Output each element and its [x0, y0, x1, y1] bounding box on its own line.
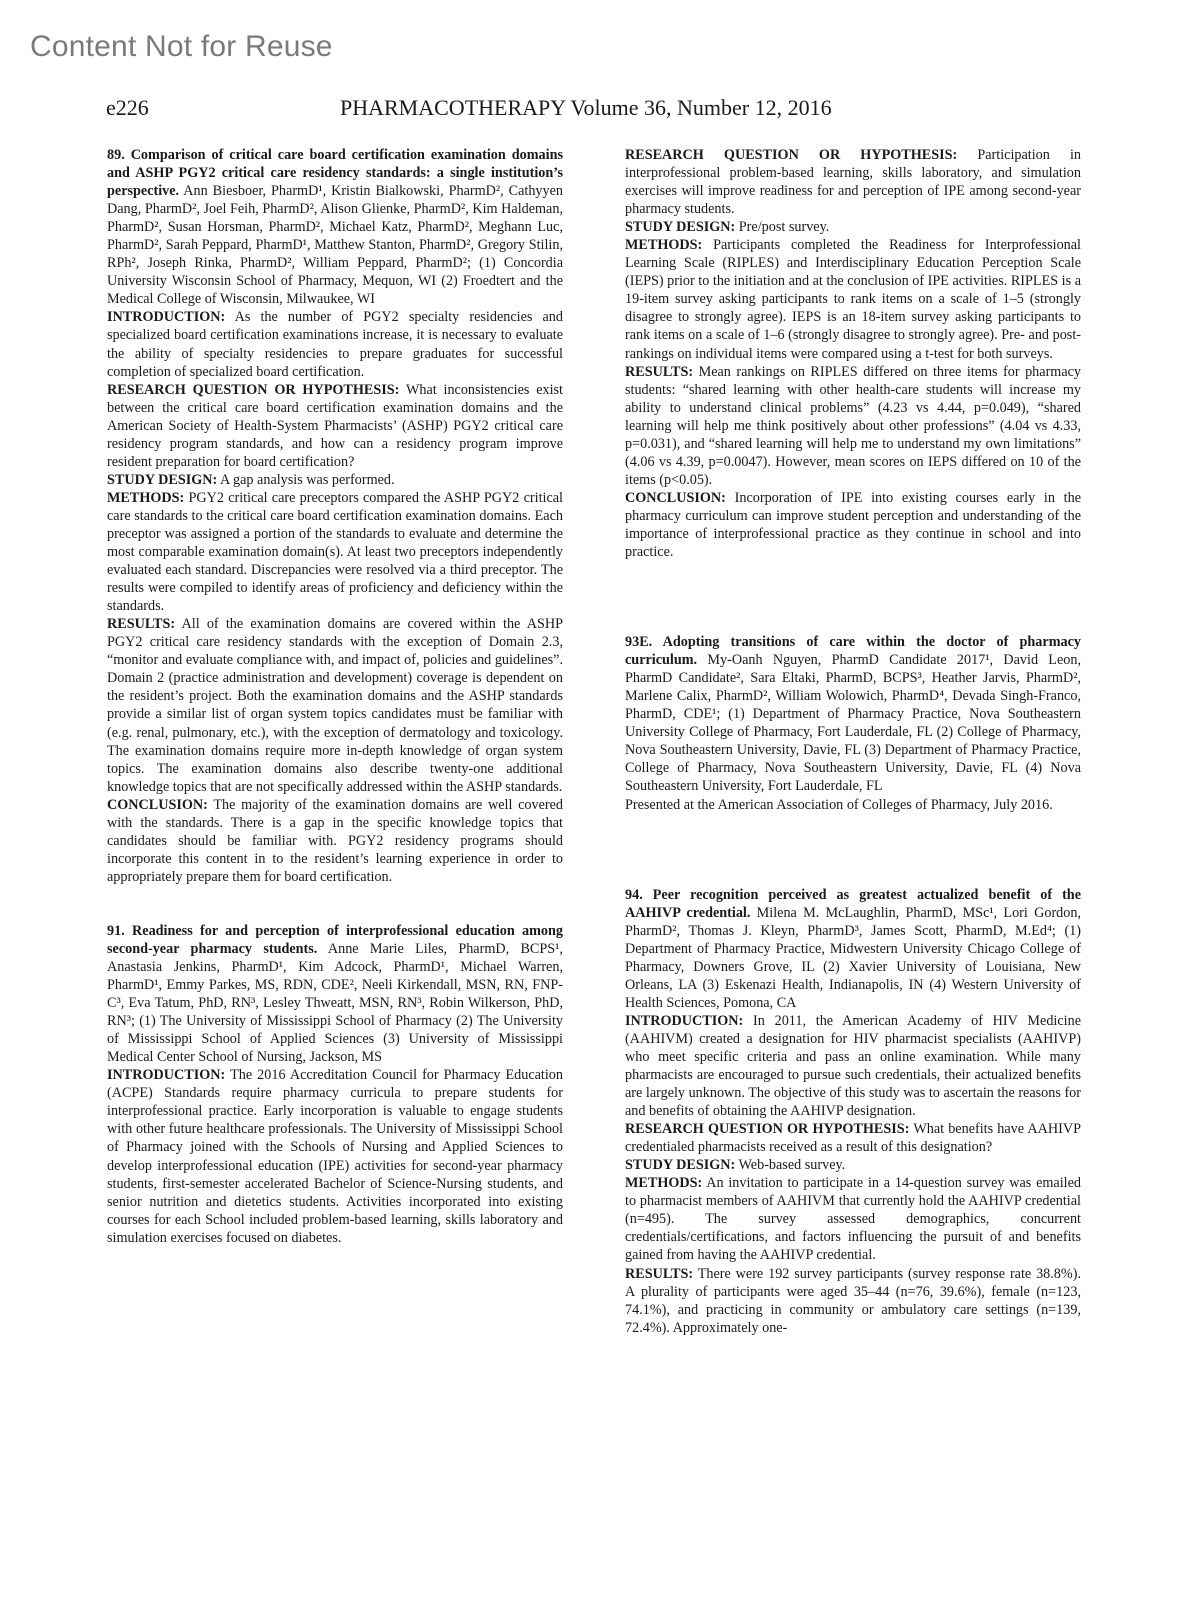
abstract-section	[107, 489, 563, 615]
abstract-presented-note: Presented at the American Association of Colleges of Pharmacy, July 2016.	[625, 796, 1053, 813]
abstract-separator	[625, 814, 1081, 850]
abstract-section	[625, 146, 1081, 218]
section-label: INTRODUCTION:	[625, 1012, 744, 1029]
abstract-section	[625, 236, 1081, 362]
section-label: STUDY DESIGN:	[107, 471, 218, 488]
journal-header: PHARMACOTHERAPY Volume 36, Number 12, 2016	[340, 95, 832, 120]
section-text: What inconsistencies exist between the critical care board certification examination domains and the American Society of Health-System Pharmacists’ (ASHP) PGY2 critical care residency program standards, and how can a residency program improve resident preparation for board certification?	[107, 381, 563, 470]
section-text: There were 192 survey participants (survey response rate 38.8%). A plurality of participants were aged 35–44 (n=76, 39.6%), female (n=123, 74.1%), and practicing in community or ambulatory care settings (n=139, 72.4%). Approximately one-	[625, 1265, 1081, 1336]
watermark: Content Not for Reuse	[30, 30, 333, 63]
section-label: STUDY DESIGN:	[625, 1157, 736, 1174]
abstract-91	[107, 922, 563, 1247]
section-text: Web-based survey.	[738, 1157, 846, 1174]
abstract-section	[625, 1156, 1081, 1174]
abstract-section	[107, 381, 563, 471]
abstract-section	[107, 1066, 563, 1246]
abstract-title: 91. Readiness for and perception of interprofessional education among second-year pharmacy students.	[107, 922, 563, 957]
abstract-section	[107, 796, 563, 886]
section-label: METHODS:	[625, 1175, 703, 1192]
section-label: RESEARCH QUESTION OR HYPOTHESIS:	[625, 147, 958, 163]
abstract-94	[625, 886, 1081, 1337]
abstract-section	[625, 218, 1081, 236]
section-text: A gap analysis was performed.	[220, 471, 395, 488]
abstract-section	[625, 489, 1081, 561]
abstract-authors: Anne Marie Liles, PharmD, BCPS¹, Anastasia Jenkins, PharmD¹, Kim Adcock, PharmD¹, Michael Warren, PharmD¹, Emmy Parkes, MS, RDN, CDE², Neeli Kirkendall, MSN, RN, FNP-C³, Eva Tatum, PhD, RN³, Lesley Thweatt, MSN, RN³, Robin Wilkerson, PhD, RN³; (1) The University of Mississippi School of Pharmacy (2) The University of Mississippi School of Applied Sciences (3) University of Mississippi Medical Center School of Nursing, Jackson, MS	[107, 940, 563, 1066]
abstract-title: 93E. Adopting transitions of care within the doctor of pharmacy curriculum.	[625, 634, 1081, 669]
page-number: e226	[106, 95, 149, 120]
section-label: RESEARCH QUESTION OR HYPOTHESIS:	[107, 381, 400, 398]
section-text: Incorporation of IPE into existing courses early in the pharmacy curriculum can improve student perception and understanding of the importance of interprofessional practice as they continue in school and into practice.	[625, 489, 1081, 561]
section-text: The majority of the examination domains are well covered with the standards. There is a gap in the specific knowledge topics that candidates should be familiar with. PGY2 residency programs should incorporate this content in to the resident’s learning experience in order to appropriately prepare them for board certification.	[107, 796, 563, 885]
abstract-93e-heading	[625, 633, 1081, 795]
abstract-section	[625, 363, 1081, 489]
abstract-section	[625, 1120, 1081, 1156]
abstract-section	[107, 471, 563, 489]
abstract-91-continued	[625, 146, 1081, 561]
section-text: As the number of PGY2 specialty residencies and specialized board certification examinations increase, it is necessary to evaluate the ability of specialty residencies to prepare graduates for successful completion of specialized board certification.	[107, 309, 563, 380]
section-text: PGY2 critical care preceptors compared the ASHP PGY2 critical care standards to the critical care board certification examination domains. Each preceptor was assigned a portion of the standards to evaluate and determine the most comparable examination domain(s). At least two preceptors independently evaluated each standard. Discrepancies were resolved via a third preceptor. The results were compiled to identify areas of proficiency and deficiency within the standards.	[107, 489, 563, 615]
section-text: Mean rankings on RIPLES differed on three items for pharmacy students: “shared learning with other health-care students will increase my ability to understand clinical problems” (4.23 vs 4.44, p=0.049), “shared learning will help me think positively about other professions” (4.04 vs 4.33, p=0.031), and “shared learning will help me to understand my own limitations” (4.06 vs 4.39, p=0.0047). However, mean scores on IEPS differed on 10 of the items (p<0.05).	[625, 363, 1082, 488]
section-label: RESEARCH QUESTION OR HYPOTHESIS:	[625, 1121, 910, 1138]
section-text: In 2011, the American Academy of HIV Medicine (AAHIVM) created a designation for HIV pharmacist specialists (AAHIVP) who meet specific criteria and pass an online examination. While many pharmacists are encouraged to pursue such credentials, their actualized benefits are largely unknown. The objective of this study was to ascertain the reasons for and benefits of obtaining the AAHIVP designation.	[625, 1012, 1081, 1120]
section-label: METHODS:	[625, 237, 703, 254]
section-text: The 2016 Accreditation Council for Pharmacy Education (ACPE) Standards require pharmacy curricula to prepare students for interprofessional practice. Early incorporation is valuable to engage students with other future healthcare professionals. The University of Mississippi School of Pharmacy joined with the Schools of Nursing and Applied Sciences to develop interprofessional education (IPE) activities for second-year pharmacy students, first-semester accelerated Bachelor of Science-Nursing students, and senior nutrition and dietetics students. Activities incorporated into existing courses for each School included problem-based learning, skills laboratory and simulation exercises focused on diabetes.	[107, 1067, 563, 1246]
section-label: INTRODUCTION:	[107, 309, 226, 326]
abstract-section	[107, 615, 563, 795]
abstract-94-heading	[625, 886, 1081, 1012]
abstract-89	[107, 146, 563, 886]
abstract-91-heading	[107, 922, 563, 1066]
section-label: METHODS:	[107, 489, 185, 506]
abstract-separator	[107, 886, 563, 922]
abstract-title: 89. Comparison of critical care board certification examination domains and ASHP PGY2 critical care residency standards: a single institution’s perspective.	[107, 147, 563, 200]
right-column	[625, 146, 1081, 1337]
section-text: Participation in interprofessional problem-based learning, skills laboratory, and simulation exercises will improve readiness for and perception of IPE among second-year pharmacy students.	[625, 147, 1081, 218]
section-label: RESULTS:	[625, 1265, 694, 1282]
abstract-authors: Ann Biesboer, PharmD¹, Kristin Bialkowski, PharmD², Cathyyen Dang, PharmD², Joel Feih, PharmD², Alison Glienke, PharmD², Kim Haldeman, PharmD², Susan Horsman, PharmD², Michael Katz, PharmD², Meghann Luc, PharmD², Sarah Peppard, PharmD¹, Matthew Stanton, PharmD², Gregory Stilin, RPh², Joseph Rinka, PharmD², William Peppard, PharmD²; (1) Concordia University Wisconsin School of Pharmacy, Mequon, WI (2) Froedtert and the Medical College of Wisconsin, Milwaukee, WI	[107, 183, 563, 308]
section-text: What benefits have AAHIVP credentialed pharmacists received as a result of this designation?	[625, 1121, 1081, 1156]
abstract-89-heading	[107, 146, 563, 308]
abstract-separator	[625, 850, 1081, 886]
section-label: RESULTS:	[625, 363, 694, 380]
section-label: RESULTS:	[107, 616, 176, 633]
section-label: CONCLUSION:	[625, 489, 726, 506]
section-text: Pre/post survey.	[738, 219, 830, 236]
abstract-section	[625, 1265, 1081, 1337]
abstract-93e	[625, 633, 1081, 813]
abstract-section	[107, 308, 563, 380]
section-text: Participants completed the Readiness for Interprofessional Learning Scale (RIPLES) and Interdisciplinary Education Perception Scale (IEPS) prior to the initiation and at the conclusion of IPE activities. RIPLES is a 19-item survey asking participants to rank items on a scale of 1–5 (strongly disagree to strongly agree). IEPS is an 18-item survey asking participants to rank items on a scale of 1–6 (strongly disagree to strongly agree). Pre- and post-rankings on individual items were compared using a t-test for both surveys.	[625, 237, 1081, 362]
section-text: An invitation to participate in a 14-question survey was emailed to pharmacist members of AAHIVM that currently hold the AAHIVP credential (n=495). The survey assessed demographics, concurrent credentials/certifications, and factors influencing the pursuit of and benefits gained from having the AAHIVP credential.	[625, 1175, 1081, 1264]
abstract-section	[625, 1174, 1081, 1264]
section-label: INTRODUCTION:	[107, 1067, 226, 1084]
section-text: All of the examination domains are covered within the ASHP PGY2 critical care residency standards with the exception of Domain 2.3, “monitor and evaluate compliance with, and impact of, policies and guidelines”. Domain 2 (practice administration and development) coverage is dependent on the resident’s project. Both the examination domains and the ASHP standards provide a similar list of organ system topics candidates must be familiar with (e.g. renal, pulmonary, etc.), with the exception of dermatology and toxicology. The examination domains require more in-depth knowledge of organ system topics. The examination domains also describe twenty-one additional knowledge topics that are not specifically addressed within the ASHP standards.	[107, 616, 564, 795]
section-label: CONCLUSION:	[107, 796, 208, 813]
abstract-authors: My-Oanh Nguyen, PharmD Candidate 2017¹, David Leon, PharmD Candidate², Sara Eltaki, PharmD, BCPS³, Heather Jarvis, PharmD², Marlene Calix, PharmD², William Wolowich, PharmD⁴, Devada Singh-Franco, PharmD, CDE¹; (1) Department of Pharmacy Practice, Nova Southeastern University College of Pharmacy, Fort Lauderdale, FL (2) College of Pharmacy, Nova Southeastern University, Davie, FL (3) Department of Pharmacy Practice, College of Pharmacy, Nova Southeastern University, Davie, FL (4) Nova Southeastern University, Fort Lauderdale, FL	[625, 652, 1082, 795]
left-column	[107, 146, 563, 1247]
abstract-separator	[625, 597, 1081, 633]
section-label: STUDY DESIGN:	[625, 219, 736, 236]
abstract-separator	[625, 561, 1081, 597]
abstract-authors: Milena M. McLaughlin, PharmD, MSc¹, Lori Gordon, PharmD², Thomas J. Kleyn, PharmD³, James Scott, PharmD, M.Ed⁴; (1) Department of Pharmacy Practice, Midwestern University Chicago College of Pharmacy, Downers Grove, IL (2) Xavier University of Louisiana, New Orleans, LA (3) Eskenazi Health, Indianapolis, IN (4) Western University of Health Sciences, Pomona, CA	[625, 904, 1082, 1011]
abstract-section	[625, 1012, 1081, 1120]
abstract-title: 94. Peer recognition perceived as greatest actualized benefit of the AAHIVP credential.	[625, 886, 1081, 921]
